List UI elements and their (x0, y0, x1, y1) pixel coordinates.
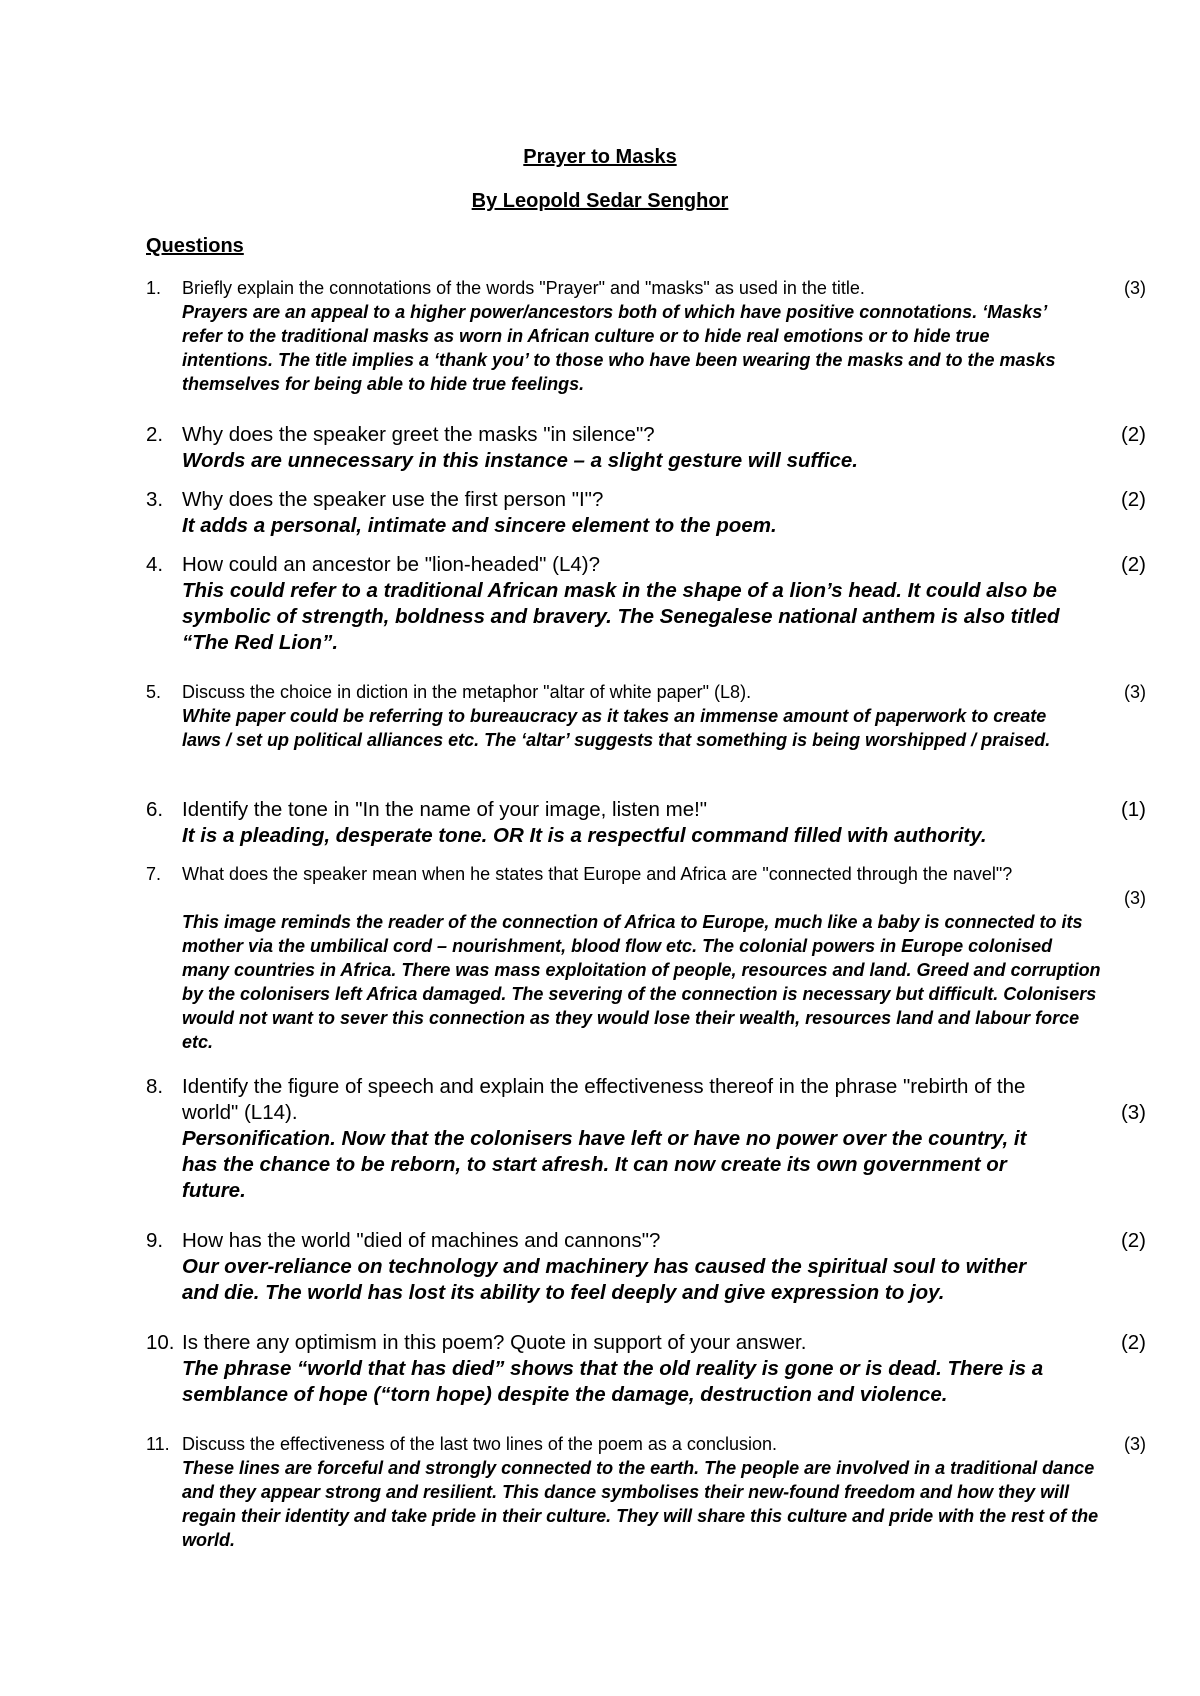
section-heading: Questions (146, 235, 244, 257)
question-number: 5. (146, 682, 162, 702)
question-7 (146, 862, 1146, 1054)
question-text: Is there any optimism in this poem? Quote in support of your answer. (182, 1331, 807, 1354)
question-8 (146, 1074, 1146, 1204)
question-marks: (3) (1120, 1101, 1146, 1124)
question-number: 1. (146, 278, 162, 298)
question-marks: (3) (1124, 682, 1146, 702)
question-marks: (1) (1120, 798, 1146, 821)
question-5 (146, 680, 1146, 752)
question-number: 8. (146, 1075, 164, 1098)
question-text: Identify the figure of speech and explain the effectiveness thereof in the phrase "rebirth of the world" (L14). (182, 1075, 1026, 1124)
question-number: 7. (146, 864, 162, 884)
question-11 (146, 1432, 1146, 1552)
question-number: 4. (146, 553, 164, 576)
question-text: Identify the tone in "In the name of your image, listen me!" (182, 798, 708, 821)
question-text: How has the world "died of machines and cannons"? (182, 1229, 661, 1252)
question-number: 11. (146, 1434, 170, 1454)
question-text: How could an ancestor be "lion-headed" (L4)? (182, 553, 600, 576)
answer-text: The phrase “world that has died” shows that the old reality is gone or is dead. There is a semblance of hope (“torn hope) despite the damage, destruction and violence. (182, 1357, 1044, 1406)
question-marks: (2) (1120, 1229, 1146, 1252)
question-number: 9. (146, 1229, 164, 1252)
question-marks: (2) (1120, 423, 1146, 446)
question-1 (146, 276, 1146, 396)
answer-text: Personification. Now that the colonisers have left or have no power over the country, it has the chance to be reborn, to start afresh. It can now create its own government or future. (182, 1127, 1027, 1202)
question-marks: (3) (1124, 278, 1146, 298)
answer-text: Words are unnecessary in this instance – a slight gesture will suffice. (182, 449, 858, 472)
question-2 (146, 422, 1146, 474)
question-number: 2. (146, 423, 164, 446)
question-text: Discuss the choice in diction in the metaphor "altar of white paper" (L8). (182, 682, 752, 702)
question-10 (146, 1330, 1146, 1408)
answer-text: It is a pleading, desperate tone. OR It is a respectful command filled with authority. (182, 824, 987, 847)
question-4 (146, 552, 1146, 656)
question-number: 6. (146, 798, 164, 821)
question-6 (146, 797, 1146, 849)
question-text: Why does the speaker use the first person "I"? (182, 488, 604, 511)
question-marks: (2) (1120, 488, 1146, 511)
question-marks: (3) (1124, 1434, 1146, 1454)
question-text: Why does the speaker greet the masks "in silence"? (182, 423, 655, 446)
question-9 (146, 1228, 1146, 1306)
answer-text: It adds a personal, intimate and sincere element to the poem. (182, 514, 777, 537)
question-marks: (2) (1120, 1331, 1146, 1354)
question-marks: (3) (1124, 888, 1146, 908)
answer-text: Prayers are an appeal to a higher power/ancestors both of which have positive connotations. ‘Masks’ refer to the traditional masks as worn in African culture or to hide real emotions or to hide true intentions. The title implies a ‘thank you’ to those who have been wearing the masks and to the masks themselves for being able to hide true feelings. (182, 302, 1056, 394)
answer-text: This could refer to a traditional African mask in the shape of a lion’s head. It could also be symbolic of strength, boldness and bravery. The Senegalese national anthem is also titled “The Red Lion”. (182, 579, 1060, 654)
question-number: 10. (146, 1331, 175, 1354)
answer-text: This image reminds the reader of the connection of Africa to Europe, much like a baby is connected to its mother via the umbilical cord – nourishment, blood flow etc. The colonial powers in Europe colonised many countries in Africa. There was mass exploitation of people, resources and land. Greed and corruption by the colonisers left Africa damaged. The severing of the connection is necessary but difficult. Colonisers would not want to sever this connection as they would lose their wealth, resources land and labour force etc. (182, 912, 1101, 1052)
question-text: Discuss the effectiveness of the last two lines of the poem as a conclusion. (182, 1434, 777, 1454)
answer-text: These lines are forceful and strongly connected to the earth. The people are involved in a traditional dance and they appear strong and resilient. This dance symbolises their new-found freedom and how they will regain their identity and take pride in their culture. They will share this culture and pride with the rest of the world. (182, 1458, 1099, 1550)
page-title: Prayer to Masks (523, 146, 677, 168)
question-text: What does the speaker mean when he states that Europe and Africa are "connected through the navel"? (182, 864, 1013, 884)
question-marks: (2) (1120, 553, 1146, 576)
question-number: 3. (146, 488, 164, 511)
answer-text: White paper could be referring to bureaucracy as it takes an immense amount of paperwork to create laws / set up political alliances etc. The ‘altar’ suggests that something is being worshipped / praised. (182, 706, 1051, 750)
answer-text: Our over-reliance on technology and machinery has caused the spiritual soul to wither and die. The world has lost its ability to feel deeply and give expression to joy. (182, 1255, 1027, 1304)
question-3 (146, 487, 1146, 539)
question-text: Briefly explain the connotations of the words "Prayer" and "masks" as used in the title. (182, 278, 865, 298)
page-subtitle: By Leopold Sedar Senghor (471, 190, 729, 212)
